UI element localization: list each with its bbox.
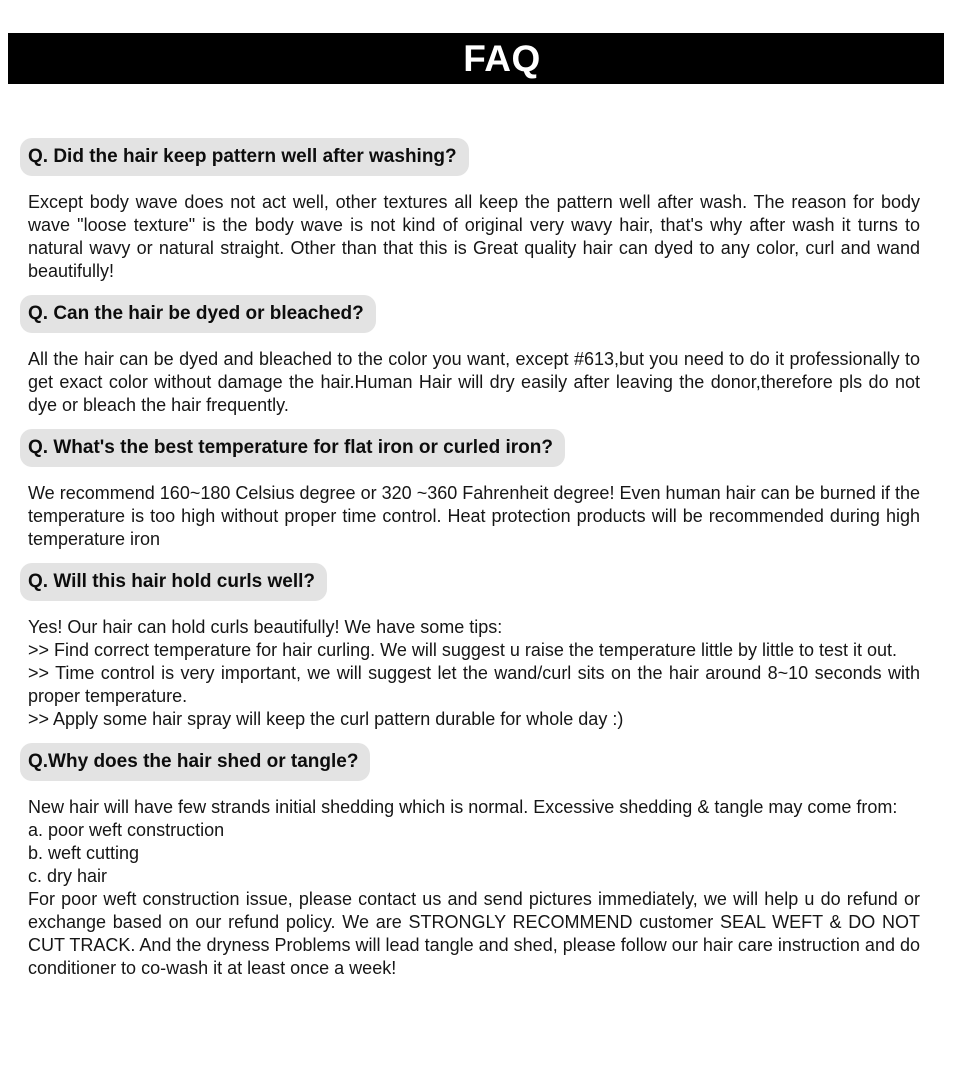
faq-section-temperature <box>28 429 920 551</box>
answer-paragraph: New hair will have few strands initial shedding which is normal. Excessive shedding & tangle may come from: <box>28 797 898 817</box>
answer-paragraph: We recommend 160~180 Celsius degree or 320 ~360 Fahrenheit degree! Even human hair can be burned if the temperature is too high without proper time control. Heat protection products will be recommended during high temperature iron <box>28 483 920 549</box>
answer-block <box>28 348 920 417</box>
answer-paragraph: For poor weft construction issue, please contact us and send pictures immediately, we will help u do refund or exchange based on our refund policy. We are STRONGLY RECOMMEND customer SEAL WEFT & DO NOT CUT TRACK. And the dryness Problems will lead tangle and shed, please follow our hair care instruction and do conditioner to co-wash it at least once a week! <box>28 889 920 978</box>
faq-section-hold-curls <box>28 563 920 731</box>
answer-paragraph: Except body wave does not act well, other textures all keep the pattern well after wash. The reason for body wave "loose texture" is the body wave is not kind of original very wavy hair, that's why after wash it turns to natural wavy or natural straight. Other than that this is Great quality hair can dyed to any color, curl and wand beautifully! <box>28 192 920 281</box>
faq-content <box>0 84 960 980</box>
question-pill <box>20 429 565 467</box>
page-title: FAQ <box>463 37 541 79</box>
answer-tip-line: >> Find correct temperature for hair curling. We will suggest u raise the temperature little by little to test it out. <box>28 640 898 660</box>
faq-section-shed-tangle <box>28 743 920 980</box>
question-pill <box>20 138 469 176</box>
answer-tip-line: >> Time control is very important, we will suggest let the wand/curl sits on the hair around 8~10 seconds with proper temperature. <box>28 663 920 706</box>
answer-paragraph: All the hair can be dyed and bleached to the color you want, except #613,but you need to do it professionally to get exact color without damage the hair.Human Hair will dry easily after leaving the donor,therefore pls do not dye or bleach the hair frequently. <box>28 349 920 415</box>
answer-block <box>28 191 920 283</box>
question-text: Q. Will this hair hold curls well? <box>28 571 315 592</box>
question-pill <box>20 743 370 781</box>
question-text: Q. Did the hair keep pattern well after washing? <box>28 146 457 167</box>
answer-paragraph: Yes! Our hair can hold curls beautifully! We have some tips: <box>28 617 503 637</box>
question-text: Q. Can the hair be dyed or bleached? <box>28 303 364 324</box>
faq-header-bar <box>8 33 944 84</box>
answer-block <box>28 796 920 980</box>
answer-list-item: a. poor weft construction <box>28 820 225 840</box>
question-pill <box>20 295 376 333</box>
question-pill <box>20 563 327 601</box>
question-text: Q.Why does the hair shed or tangle? <box>28 751 359 772</box>
answer-tip-line: >> Apply some hair spray will keep the curl pattern durable for whole day :) <box>28 709 624 729</box>
answer-block <box>28 482 920 551</box>
answer-list-item: c. dry hair <box>28 866 108 886</box>
question-text: Q. What's the best temperature for flat iron or curled iron? <box>28 437 553 458</box>
answer-list-item: b. weft cutting <box>28 843 140 863</box>
faq-section-dye-bleach <box>28 295 920 417</box>
answer-block <box>28 616 920 731</box>
faq-section-washing <box>28 138 920 283</box>
